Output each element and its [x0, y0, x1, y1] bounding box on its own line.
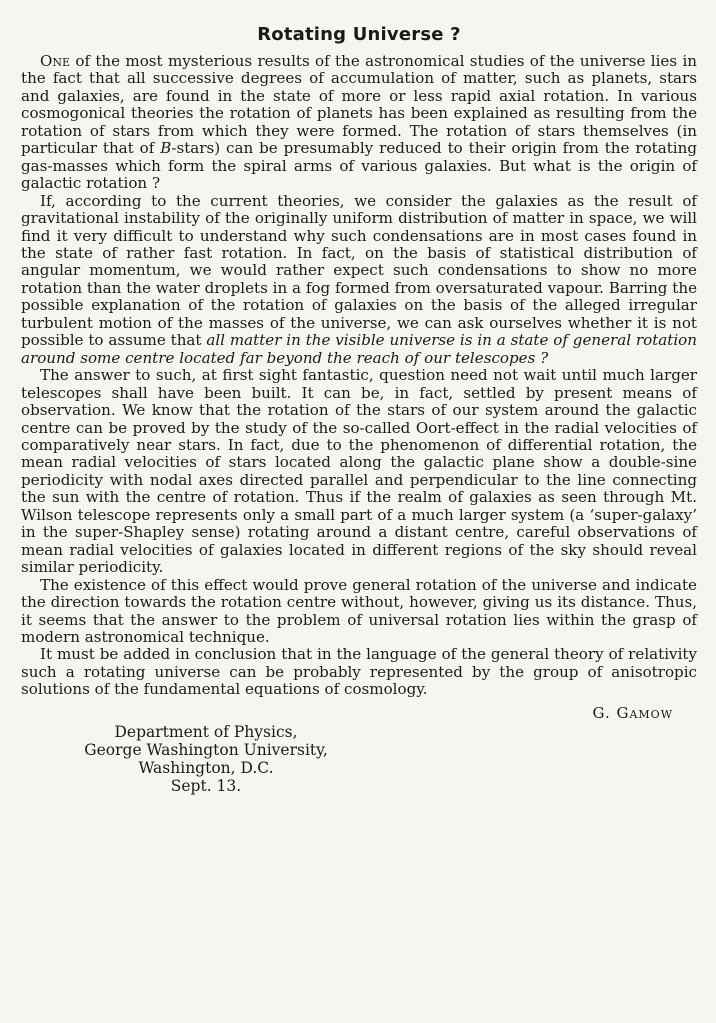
paragraph-5 — [21, 646, 697, 698]
lead-word: One — [40, 52, 71, 70]
address-line: Washington, D.C. — [138, 758, 274, 777]
address-line: George Washington University, — [84, 740, 328, 759]
paragraph-1 — [21, 53, 697, 193]
signature-row — [21, 704, 697, 722]
paragraph-3-text: The answer to such, at first sight fantastic, question need not wait until much larger telescopes shall have been built. It can be, in fact, settled by present means of observation. We know that the rotation of the stars of our system around the galactic centre can be proved by the study of the so-called Oort-effect in the radial velocities of comparatively near stars. In fact, due to the phenomenon of differential rotation, the mean radial velocities of stars located along the galactic plane show a double-sine periodicity with nodal axes directed parallel and perpendicular to the line connecting the sun with the centre of rotation. Thus if the realm of galaxies as seen through Mt. Wilson telescope represents only a small part of a much larger system (a ‘super-galaxy’ in the super-Shapley sense) rotating around a distant centre, careful observations of mean radial velocities of galaxies located in different regions of the sky should reveal similar periodicity. — [21, 366, 697, 577]
address-line: Department of Physics, — [114, 722, 298, 741]
author-address — [41, 723, 371, 795]
paragraph-4 — [21, 577, 697, 647]
paragraph-2-italic: all matter in the visible universe is in a state of general rotation around some centre located far beyond the reach of our telescopes ? — [21, 331, 697, 367]
paragraph-1-text: of the most mysterious results of the astronomical studies of the universe lies in the fact that all successive degrees of accumulation of matter, such as planets, stars and galaxies, are found in the state of more or less rapid axial rotation. In various cosmogonical theories the rotation of planets has been explained as resulting from the rotation of stars from which they were formed. The rotation of stars themselves (in particular that of — [21, 52, 697, 158]
author-name: G. Gamow — [592, 703, 673, 722]
paragraph-3 — [21, 367, 697, 576]
paragraph-5-text: It must be added in conclusion that in the language of the general theory of relativity such a rotating universe can be probably represented by the group of anisotropic solutions of the fundamental equations of cosmology. — [21, 645, 697, 699]
paragraph-4-text: The existence of this effect would prove general rotation of the universe and indicate the direction towards the rotation centre without, however, giving us its distance. Thus, it seems that the answer to the problem of universal rotation lies within the grasp of modern astronomical technique. — [21, 575, 697, 646]
paragraph-2 — [21, 193, 697, 368]
address-date: Sept. 13. — [170, 776, 242, 795]
paragraph-1-italic: B — [160, 139, 172, 158]
paragraph-1-text-after: -stars) can be presumably reduced to their origin from the rotating gas-masses which form the spiral arms of various galaxies. But what is the origin of galactic rotation ? — [21, 139, 697, 193]
article-title: Rotating Universe ? — [257, 24, 461, 45]
paragraph-2-text: If, according to the current theories, we consider the galaxies as the result of gravitational instability of the originally uniform distribution of matter in space, we will find it very difficult to understand why such condensations are in most cases found in the state of rather fast rotation. In fact, on the basis of statistical distribution of angular momentum, we would rather expect such condensations to show no more rotation than the water droplets in a fog formed from oversaturated vapour. Barring the possible explanation of the rotation of galaxies on the basis of the alleged irregular turbulent motion of the masses of the universe, we can ask ourselves whether it is not possible to assume that — [21, 191, 697, 350]
